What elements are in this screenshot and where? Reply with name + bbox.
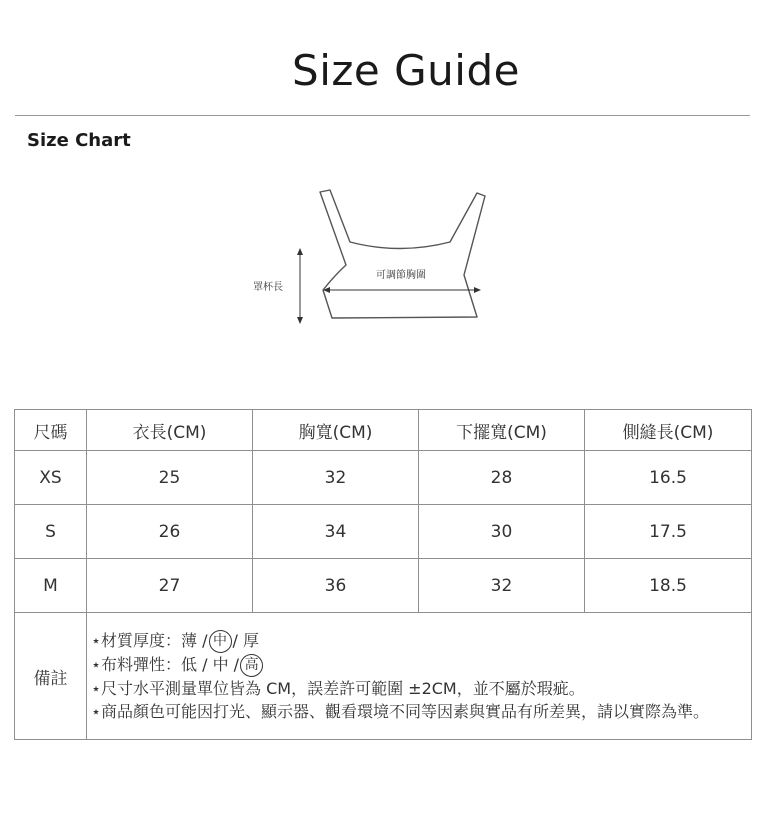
header-size: 尺碼 — [15, 410, 87, 451]
note-elasticity-text: ⋆布料彈性：低 / 中 / — [91, 655, 240, 674]
length-label: 罩杯長 — [253, 282, 283, 293]
selected-elasticity-badge: 高 — [240, 654, 263, 677]
cell-chest: 36 — [253, 559, 419, 613]
note-elasticity — [91, 653, 743, 677]
header-chest: 胸寬(CM) — [253, 410, 419, 451]
title-divider — [15, 115, 750, 116]
garment-diagram — [250, 180, 510, 340]
crop-top-illustration — [250, 180, 510, 340]
header-side: 側縫長(CM) — [585, 410, 752, 451]
note-material — [91, 629, 743, 653]
cell-side: 17.5 — [585, 505, 752, 559]
page-title: Size Guide — [292, 46, 520, 95]
note-material-suffix: / 厚 — [232, 631, 259, 650]
note-material-text: ⋆材質厚度：薄 / — [91, 631, 208, 650]
cell-size: XS — [15, 451, 87, 505]
cell-size: S — [15, 505, 87, 559]
notes-row — [15, 613, 752, 740]
cell-length: 27 — [87, 559, 253, 613]
table-header-row — [15, 410, 752, 451]
selected-thickness-badge: 中 — [209, 630, 232, 653]
section-title: Size Chart — [27, 130, 131, 151]
table-row — [15, 559, 752, 613]
table-row — [15, 505, 752, 559]
cell-hem: 28 — [419, 451, 585, 505]
header-hem: 下擺寬(CM) — [419, 410, 585, 451]
notes-content — [87, 613, 752, 740]
table-row — [15, 451, 752, 505]
note-color: ⋆商品顏色可能因打光、顯示器、觀看環境不同等因素與實品有所差異，請以實際為準。 — [91, 702, 710, 721]
cell-chest: 34 — [253, 505, 419, 559]
size-table — [14, 409, 752, 740]
cell-length: 26 — [87, 505, 253, 559]
notes-label: 備註 — [15, 613, 87, 740]
cell-side: 16.5 — [585, 451, 752, 505]
cell-side: 18.5 — [585, 559, 752, 613]
header-length: 衣長(CM) — [87, 410, 253, 451]
cell-size: M — [15, 559, 87, 613]
garment-outline — [320, 190, 485, 318]
chest-label: 可調節胸圍 — [376, 270, 426, 281]
cell-length: 25 — [87, 451, 253, 505]
note-measurement: ⋆尺寸水平測量單位皆為 CM，誤差許可範圍 ±2CM，並不屬於瑕疵。 — [91, 679, 585, 698]
cell-chest: 32 — [253, 451, 419, 505]
cell-hem: 30 — [419, 505, 585, 559]
cell-hem: 32 — [419, 559, 585, 613]
